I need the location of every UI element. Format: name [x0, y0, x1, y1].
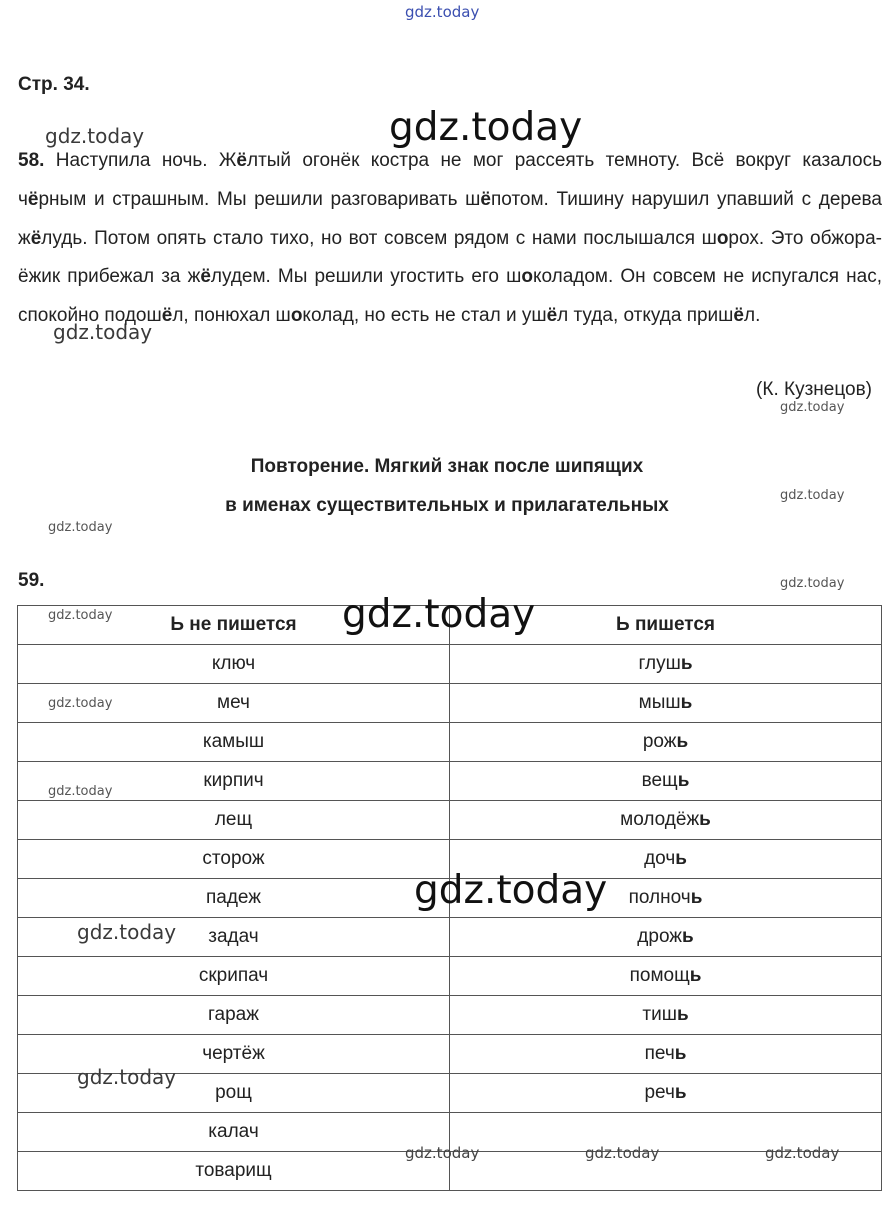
watermark-text: gdz.today [48, 520, 113, 535]
text-segment: Наступила ночь. Ж [44, 150, 237, 171]
word-with-soft-sign [450, 918, 882, 957]
watermark-text: gdz.today [780, 576, 845, 591]
highlighted-letter: ё [200, 266, 211, 288]
word-stem: вещ [641, 770, 678, 791]
watermark-text: gdz.today [77, 920, 177, 944]
word-with-soft-sign [450, 723, 882, 762]
word-with-soft-sign [450, 645, 882, 684]
watermark-text: gdz.today [780, 400, 845, 415]
word-with-soft-sign [450, 1035, 882, 1074]
word-stem: тиш [642, 1004, 677, 1025]
soft-sign-letter: ь [675, 848, 687, 869]
soft-sign-letter: ь [680, 692, 693, 713]
word-without-soft-sign: чертёж [18, 1035, 450, 1074]
highlighted-letter: ё [546, 305, 558, 327]
word-stem: рож [642, 731, 677, 752]
word-stem: помощ [629, 965, 690, 986]
watermark-text: gdz.today [405, 1144, 480, 1162]
soft-sign-letter: ь [680, 653, 693, 674]
highlighted-letter: ё [236, 150, 247, 171]
text-segment: л. [744, 305, 761, 327]
text-segment: л, понюхал ш [172, 305, 291, 327]
watermark-text: gdz.today [48, 784, 113, 799]
watermark-text: gdz.today [765, 1144, 840, 1162]
word-without-soft-sign: калач [18, 1113, 450, 1152]
word-without-soft-sign: гараж [18, 996, 450, 1035]
watermark-text: gdz.today [414, 868, 608, 913]
highlighted-letter: о [290, 305, 303, 327]
exercise-number: 58. [18, 150, 45, 171]
column-header-soft-sign: Ь пишется [450, 606, 882, 645]
text-segment: лудь. Потом опять стало тихо, но вот совсем рядом с нами послышался ш [41, 227, 717, 249]
author-credit: (К. Кузнецов) [756, 379, 872, 400]
watermark-text: gdz.today [77, 1065, 177, 1089]
text-segment: лтый огонёк костра не мог рассеять темноту. Всё вокруг казалось ч [18, 150, 883, 210]
soft-sign-letter: ь [699, 809, 711, 830]
highlighted-letter: ё [480, 188, 491, 210]
soft-sign-letter: ь [674, 1082, 687, 1103]
soft-sign-letter: ь [676, 1004, 689, 1025]
soft-sign-letter: ь [674, 1043, 687, 1064]
soft-sign-letter: ь [677, 770, 690, 791]
watermark-text: gdz.today [53, 320, 153, 344]
exercise-58-text [18, 142, 882, 336]
watermark-text: gdz.today [585, 1144, 660, 1162]
exercise-number: 59. [18, 570, 45, 591]
word-stem: глуш [638, 653, 681, 674]
word-with-soft-sign [450, 1074, 882, 1113]
text-segment: л туда, откуда приш [557, 305, 734, 327]
watermark-text: gdz.today [342, 592, 536, 637]
section-subtitle: в именах существительных и прилагательных [225, 495, 669, 516]
watermark-text: gdz.today [48, 608, 113, 623]
word-without-soft-sign: товарищ [18, 1152, 450, 1191]
table-row [18, 996, 882, 1035]
word-with-soft-sign [450, 957, 882, 996]
watermark-text: gdz.today [780, 488, 845, 503]
highlighted-letter: о [521, 266, 533, 288]
word-without-soft-sign: ключ [18, 645, 450, 684]
highlighted-letter: ё [30, 227, 42, 249]
watermark-text: gdz.today [405, 3, 480, 21]
word-stem: печ [644, 1043, 675, 1064]
word-without-soft-sign: кирпич [18, 762, 450, 801]
text-segment: рох. Это обжора-ёжик прибежал за ж [18, 227, 882, 288]
text-segment: лудем. Мы решили угостить его ш [210, 266, 522, 288]
column-header-no-soft-sign: Ь не пишется [18, 606, 450, 645]
soft-sign-letter: ь [682, 926, 694, 947]
watermark-text: gdz.today [45, 124, 145, 148]
word-without-soft-sign: задач [18, 918, 450, 957]
word-stem: доч [644, 848, 676, 869]
text-segment: коладом. Он совсем не испугался нас, спокойно подош [18, 266, 882, 327]
table-row [18, 762, 882, 801]
table-row [18, 957, 882, 996]
word-with-soft-sign [450, 762, 882, 801]
word-stem: полноч [628, 887, 691, 908]
word-without-soft-sign: падеж [18, 879, 450, 918]
word-stem: молодёж [620, 809, 700, 830]
table-row [18, 684, 882, 723]
word-without-soft-sign: скрипач [18, 957, 450, 996]
text-segment: колад, но есть не стал и уш [302, 305, 547, 327]
word-with-soft-sign [450, 996, 882, 1035]
word-stem: дрож [637, 926, 683, 947]
highlighted-letter: ё [161, 305, 173, 327]
word-without-soft-sign: меч [18, 684, 450, 723]
text-segment: потом. Тишину нарушил упавший с дерева ж [18, 188, 882, 249]
watermark-text: gdz.today [48, 696, 113, 711]
highlighted-letter: ё [27, 188, 39, 210]
section-title: Повторение. Мягкий знак после шипящих [250, 456, 644, 477]
word-without-soft-sign: сторож [18, 840, 450, 879]
page-reference: Стр. 34. [18, 74, 90, 95]
word-stem: реч [644, 1082, 675, 1103]
word-with-soft-sign [450, 801, 882, 840]
word-without-soft-sign: рощ [18, 1074, 450, 1113]
word-without-soft-sign: камыш [18, 723, 450, 762]
table-row [18, 645, 882, 684]
highlighted-letter: о [716, 227, 729, 249]
word-with-soft-sign [450, 684, 882, 723]
watermark-text: gdz.today [389, 105, 583, 150]
word-without-soft-sign: лещ [18, 801, 450, 840]
table-row [18, 723, 882, 762]
highlighted-letter: ё [733, 305, 744, 327]
text-segment: рным и страшным. Мы решили разговаривать ш [38, 188, 481, 210]
table-row [18, 801, 882, 840]
soft-sign-letter: ь [689, 965, 702, 986]
soft-sign-letter: ь [676, 731, 689, 752]
word-stem: мыш [638, 692, 681, 713]
soft-sign-letter: ь [690, 887, 703, 908]
